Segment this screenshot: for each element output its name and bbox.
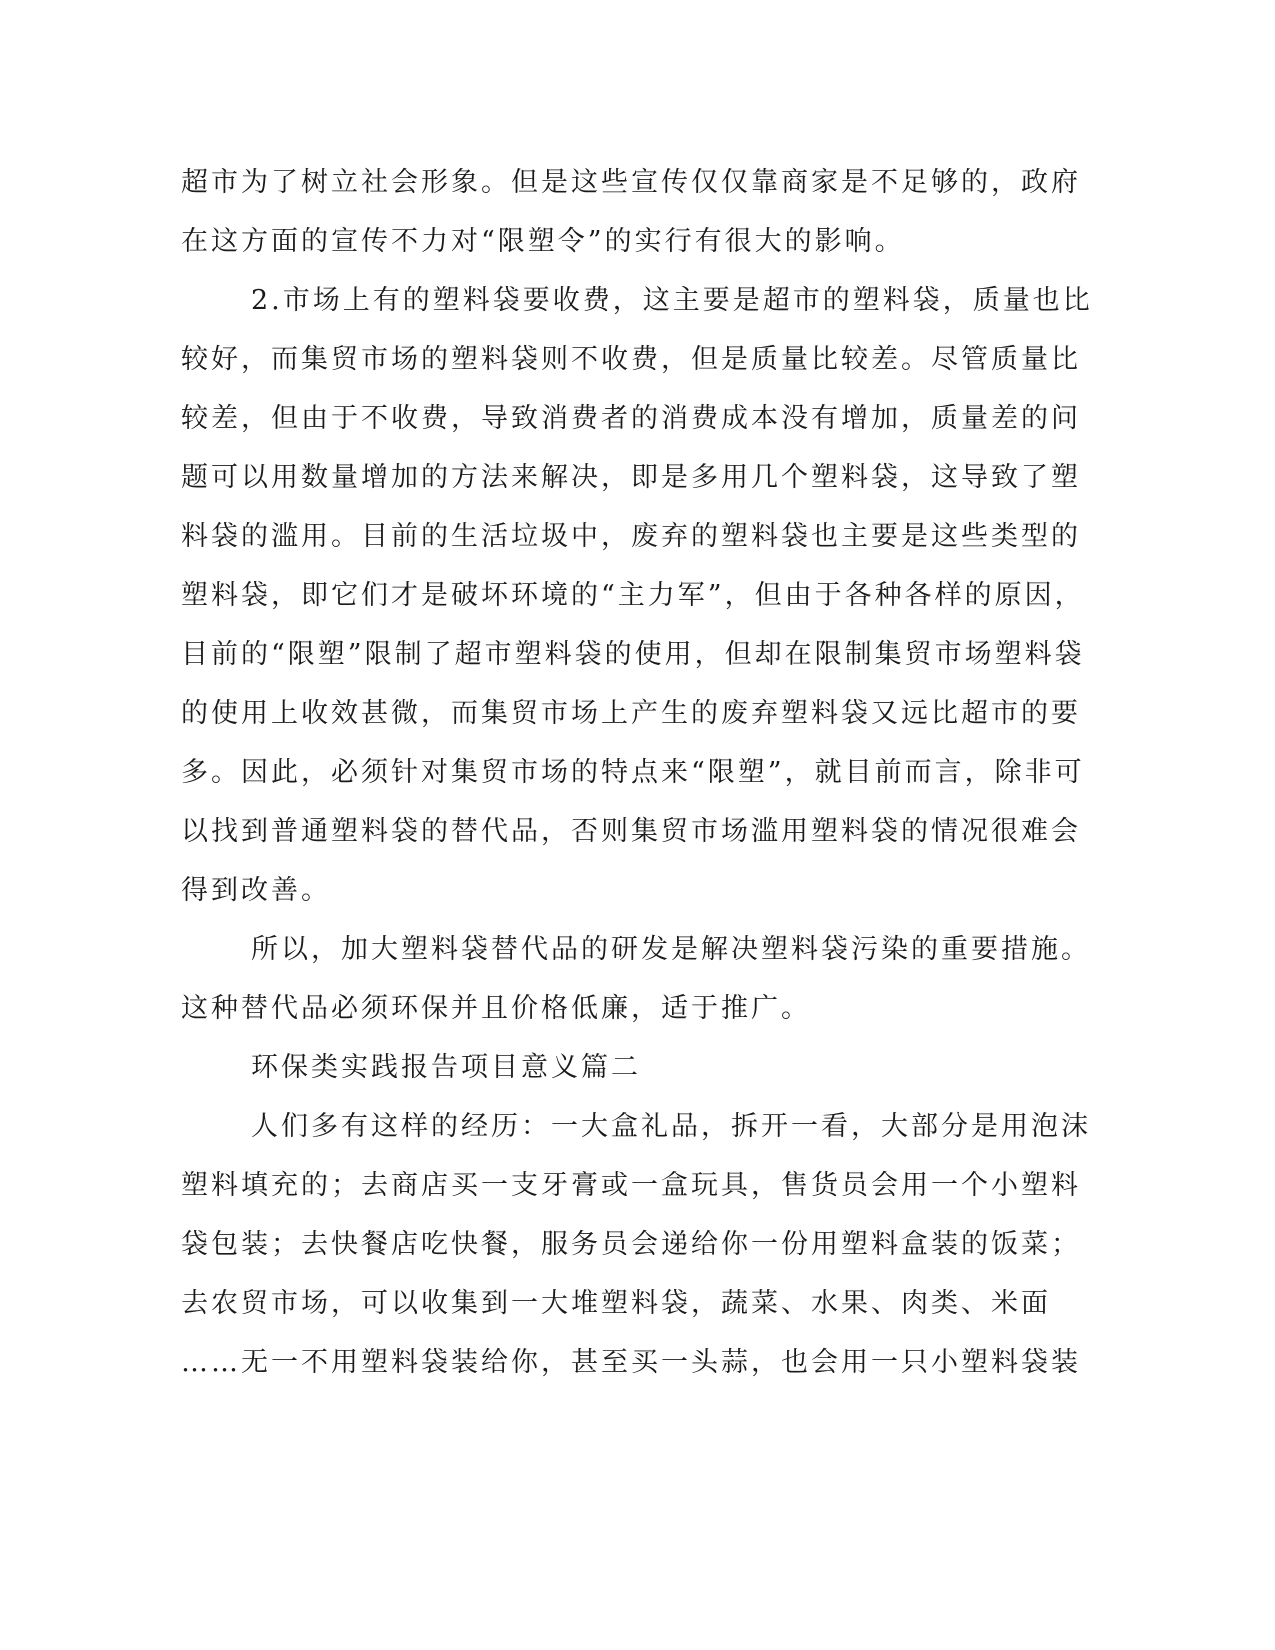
text-line: 以找到普通塑料袋的替代品，否则集贸市场滥用塑料袋的情况很难会	[181, 816, 1081, 847]
paragraph	[181, 1097, 1091, 1392]
text-line: 去农贸市场，可以收集到一大堆塑料袋，蔬菜、水果、肉类、米面	[181, 1288, 1051, 1319]
text-line: 目前的“限塑”限制了超市塑料袋的使用，但却在限制集贸市场塑料袋	[181, 639, 1085, 670]
text-line: 多。因此，必须针对集贸市场的特点来“限塑”，就目前而言，除非可	[181, 757, 1085, 788]
text-line: 在这方面的宣传不力对“限塑令”的实行有很大的影响。	[181, 226, 905, 257]
text-line: 塑料填充的；去商店买一支牙膏或一盒玩具，售货员会用一个小塑料	[181, 1170, 1081, 1201]
text-line: 得到改善。	[181, 875, 331, 906]
text-line: 题可以用数量增加的方法来解决，即是多用几个塑料袋，这导致了塑	[181, 462, 1081, 493]
document-body	[181, 153, 1093, 1392]
text-line: 人们多有这样的经历：一大盒礼品，拆开一看，大部分是用泡沫	[251, 1111, 1091, 1142]
text-line: 袋包装；去快餐店吃快餐，服务员会递给你一份用塑料盒装的饭菜；	[181, 1229, 1081, 1260]
text-line: 超市为了树立社会形象。但是这些宣传仅仅靠商家是不足够的，政府	[181, 167, 1081, 198]
text-line: 所以，加大塑料袋替代品的研发是解决塑料袋污染的重要措施。	[251, 934, 1091, 965]
text-line: 较好，而集贸市场的塑料袋则不收费，但是质量比较差。尽管质量比	[181, 344, 1081, 375]
heading-line: 环保类实践报告项目意义篇二	[251, 1052, 641, 1083]
text-line: 较差，但由于不收费，导致消费者的消费成本没有增加，质量差的问	[181, 403, 1081, 434]
text-line: ……无一不用塑料袋装给你，甚至买一头蒜，也会用一只小塑料袋装	[181, 1347, 1081, 1378]
text-line: 这种替代品必须环保并且价格低廉，适于推广。	[181, 993, 811, 1024]
text-line: 塑料袋，即它们才是破坏环境的“主力军”，但由于各种各样的原因，	[181, 580, 1085, 611]
paragraph	[181, 271, 1093, 920]
paragraph	[181, 920, 1091, 1038]
text-line: 的使用上收效甚微，而集贸市场上产生的废弃塑料袋又远比超市的要	[181, 698, 1081, 729]
text-line: 2.市场上有的塑料袋要收费，这主要是超市的塑料袋，质量也比	[251, 285, 1093, 316]
text-line: 料袋的滥用。目前的生活垃圾中，废弃的塑料袋也主要是这些类型的	[181, 521, 1081, 552]
paragraph	[181, 153, 1081, 271]
section-heading	[181, 1038, 1041, 1097]
